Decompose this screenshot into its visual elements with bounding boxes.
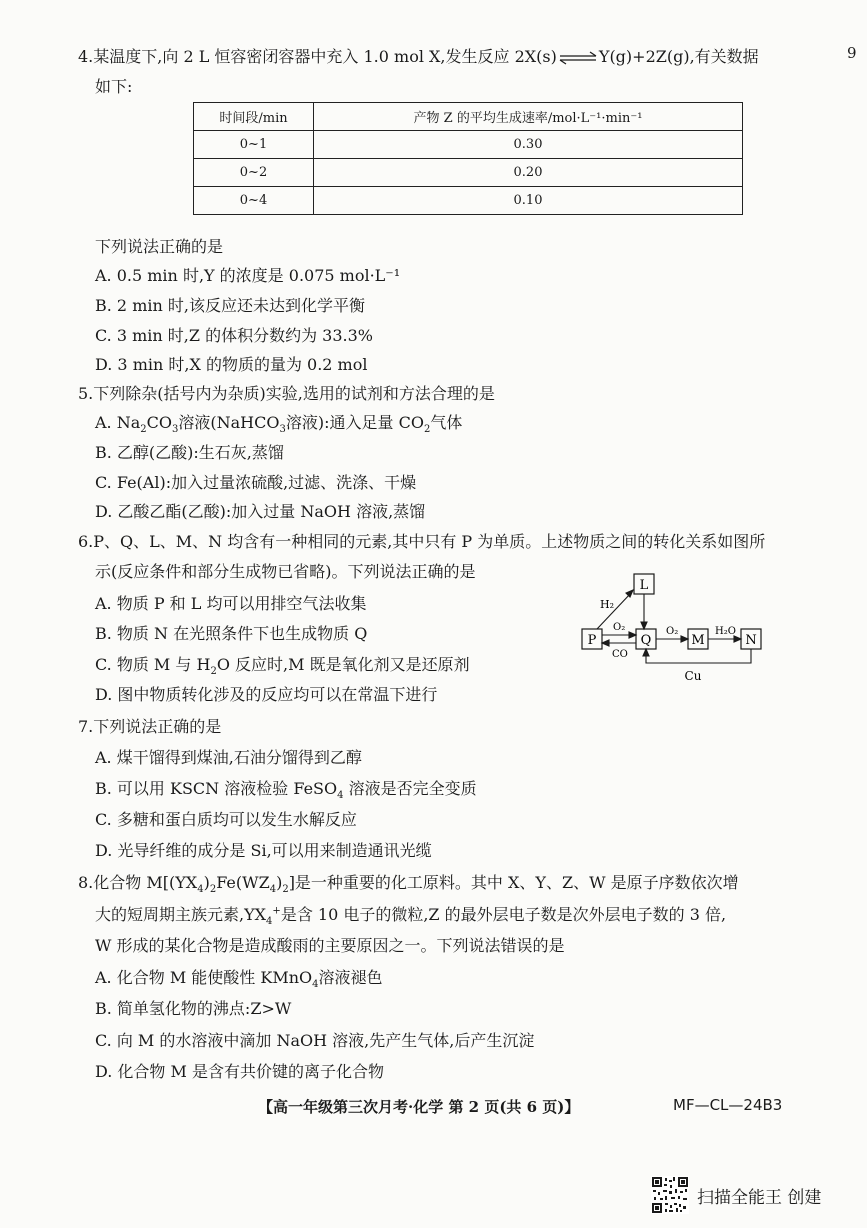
scanner-brand: 扫描全能王 创建 (697, 1188, 822, 1208)
q7-option-d: D. 光导纤维的成分是 Si,可以用来制造通讯光缆 (95, 841, 432, 860)
q8-option-c: C. 向 M 的水溶液中滴加 NaOH 溶液,先产生气体,后产生沉淀 (95, 1031, 535, 1050)
arrowhead-icon (626, 590, 633, 597)
text-run: C. 物质 M 与 H (95, 655, 211, 674)
text-run: CO (146, 413, 172, 432)
qr-code-icon (651, 1176, 689, 1214)
label-co: CO (612, 649, 628, 660)
table-cell: 0~1 (194, 131, 314, 159)
q8-stem-line1 (78, 870, 739, 896)
text-run: ) (276, 873, 283, 892)
q8-option-d: D. 化合物 M 是含有共价键的离子化合物 (95, 1062, 384, 1081)
q7-option-b (95, 776, 477, 802)
page-number: 9 (847, 44, 857, 62)
q7-option-c: C. 多糖和蛋白质均可以发生水解反应 (95, 810, 357, 829)
q6-stem-line2: 示(反应条件和部分生成物已省略)。下列说法正确的是 (95, 562, 476, 581)
text-run: 溶液是否完全变质 (343, 779, 477, 798)
table-cell: 0~4 (194, 187, 314, 215)
q4-stem-line1 (78, 44, 759, 67)
subscript: 2 (282, 884, 289, 896)
q4-prompt: 下列说法正确的是 (95, 237, 224, 256)
arrowhead-icon (681, 636, 688, 642)
superscript: + (272, 905, 281, 917)
table-header-row (194, 103, 743, 131)
arrowhead-icon (641, 622, 647, 629)
text-run: A. 化合物 M 能使酸性 KMnO (95, 968, 313, 987)
arrowhead-icon (643, 649, 649, 656)
label-o2-pq: O₂ (613, 622, 626, 633)
text-run: 溶液(NaHCO (178, 413, 280, 432)
text-run: Fe(WZ (216, 873, 270, 892)
text-run: A. Na (95, 413, 141, 432)
subscript: 3 (172, 424, 179, 436)
table-cell: 0.20 (314, 159, 743, 187)
table-header-cell: 产物 Z 的平均生成速率/mol·L⁻¹·min⁻¹ (314, 103, 743, 131)
q5-option-a (95, 410, 463, 436)
q4-stem-part-b: Y(g)+2Z(g),有关数据 (598, 47, 759, 66)
q6-option-b: B. 物质 N 在光照条件下也生成物质 Q (95, 624, 368, 643)
conversion-diagram (575, 567, 775, 687)
q6-option-d: D. 图中物质转化涉及的反应均可以在常温下进行 (95, 685, 438, 704)
label-o2-qm: O₂ (666, 626, 679, 637)
text-run: 8.化合物 M[(YX (78, 873, 198, 892)
text-run: 溶液褪色 (318, 968, 383, 987)
table-cell: 0.10 (314, 187, 743, 215)
subscript: 2 (209, 884, 217, 896)
subscript: 2 (140, 424, 147, 436)
node-q: Q (640, 633, 652, 648)
text-run: ]是一种重要的化工原料。其中 X、Y、Z、W 是原子序数依次增 (288, 873, 739, 892)
text-run: 是含 10 电子的微粒,Z 的最外层电子数是次外层电子数的 3 倍, (280, 905, 727, 924)
table-cell: 0~2 (194, 159, 314, 187)
label-h2o: H₂O (715, 626, 736, 637)
arrowhead-icon (602, 640, 609, 646)
node-m: M (691, 633, 705, 648)
equilibrium-arrow-icon (558, 51, 598, 65)
table-header-cell: 时间段/min (194, 103, 314, 131)
q7-option-a: A. 煤干馏得到煤油,石油分馏得到乙醇 (95, 748, 362, 767)
q4-option-d: D. 3 min 时,X 的物质的量为 0.2 mol (95, 355, 368, 374)
subscript: 2 (423, 424, 431, 436)
q4-option-b: B. 2 min 时,该反应还未达到化学平衡 (95, 296, 365, 315)
text-run: 溶液):通入足量 CO (285, 413, 424, 432)
q7-stem: 7.下列说法正确的是 (78, 717, 222, 736)
subscript: 4 (266, 916, 273, 928)
table-row (194, 187, 743, 215)
q6-option-a: A. 物质 P 和 L 均可以用排空气法收集 (95, 594, 367, 613)
subscript: 4 (337, 790, 344, 802)
text-run: B. 可以用 KSCN 溶液检验 FeSO (95, 779, 338, 798)
subscript: 4 (312, 979, 319, 991)
subscript: 2 (210, 666, 217, 678)
arrow-n-to-q (646, 649, 751, 663)
footer-code: MF—CL—24B3 (673, 1096, 783, 1114)
q8-option-b: B. 简单氢化物的沸点:Z>W (95, 999, 292, 1018)
q4-option-a: A. 0.5 min 时,Y 的浓度是 0.075 mol·L⁻¹ (95, 266, 401, 285)
label-cu: Cu (684, 669, 702, 683)
label-h2: H₂ (600, 598, 615, 611)
q8-stem-line2 (95, 902, 727, 928)
subscript: 4 (269, 884, 277, 896)
q4-stem-line2: 如下: (95, 77, 133, 96)
q5-option-b: B. 乙醇(乙酸):生石灰,蒸馏 (95, 443, 284, 462)
subscript: 4 (197, 884, 204, 896)
node-n: N (745, 633, 757, 648)
q5-option-d: D. 乙酸乙酯(乙酸):加入过量 NaOH 溶液,蒸馏 (95, 502, 426, 521)
text-run: ) (203, 873, 210, 892)
q6-option-c (95, 652, 470, 678)
text-run: O 反应时,M 既是氧化剂又是还原剂 (216, 655, 470, 674)
q5-stem: 5.下列除杂(括号内为杂质)实验,选用的试剂和方法合理的是 (78, 384, 495, 403)
text-run: 大的短周期主族元素,YX (95, 905, 267, 924)
arrowhead-icon (629, 632, 636, 638)
q8-option-a (95, 965, 383, 991)
q5-option-c: C. Fe(Al):加入过量浓硫酸,过滤、洗涤、干燥 (95, 473, 417, 492)
text-run: 气体 (430, 413, 463, 432)
q8-stem-line3: W 形成的某化合物是造成酸雨的主要原因之一。下列说法错误的是 (95, 936, 565, 955)
table-row (194, 131, 743, 159)
q6-stem-line1: 6.P、Q、L、M、N 均含有一种相同的元素,其中只有 P 为单质。上述物质之间的转化关系如图所 (78, 532, 766, 551)
node-l: L (639, 578, 649, 593)
subscript: 3 (279, 424, 286, 436)
table-row (194, 159, 743, 187)
footer-title: 【高一年级第三次月考·化学 第 2 页(共 6 页)】 (258, 1098, 580, 1116)
q4-stem-part-a: 4.某温度下,向 2 L 恒容密闭容器中充入 1.0 mol X,发生反应 2X(s) (78, 47, 557, 66)
q4-data-table (193, 102, 743, 215)
table-cell: 0.30 (314, 131, 743, 159)
node-p: P (587, 633, 597, 648)
q4-option-c: C. 3 min 时,Z 的体积分数约为 33.3% (95, 326, 373, 345)
